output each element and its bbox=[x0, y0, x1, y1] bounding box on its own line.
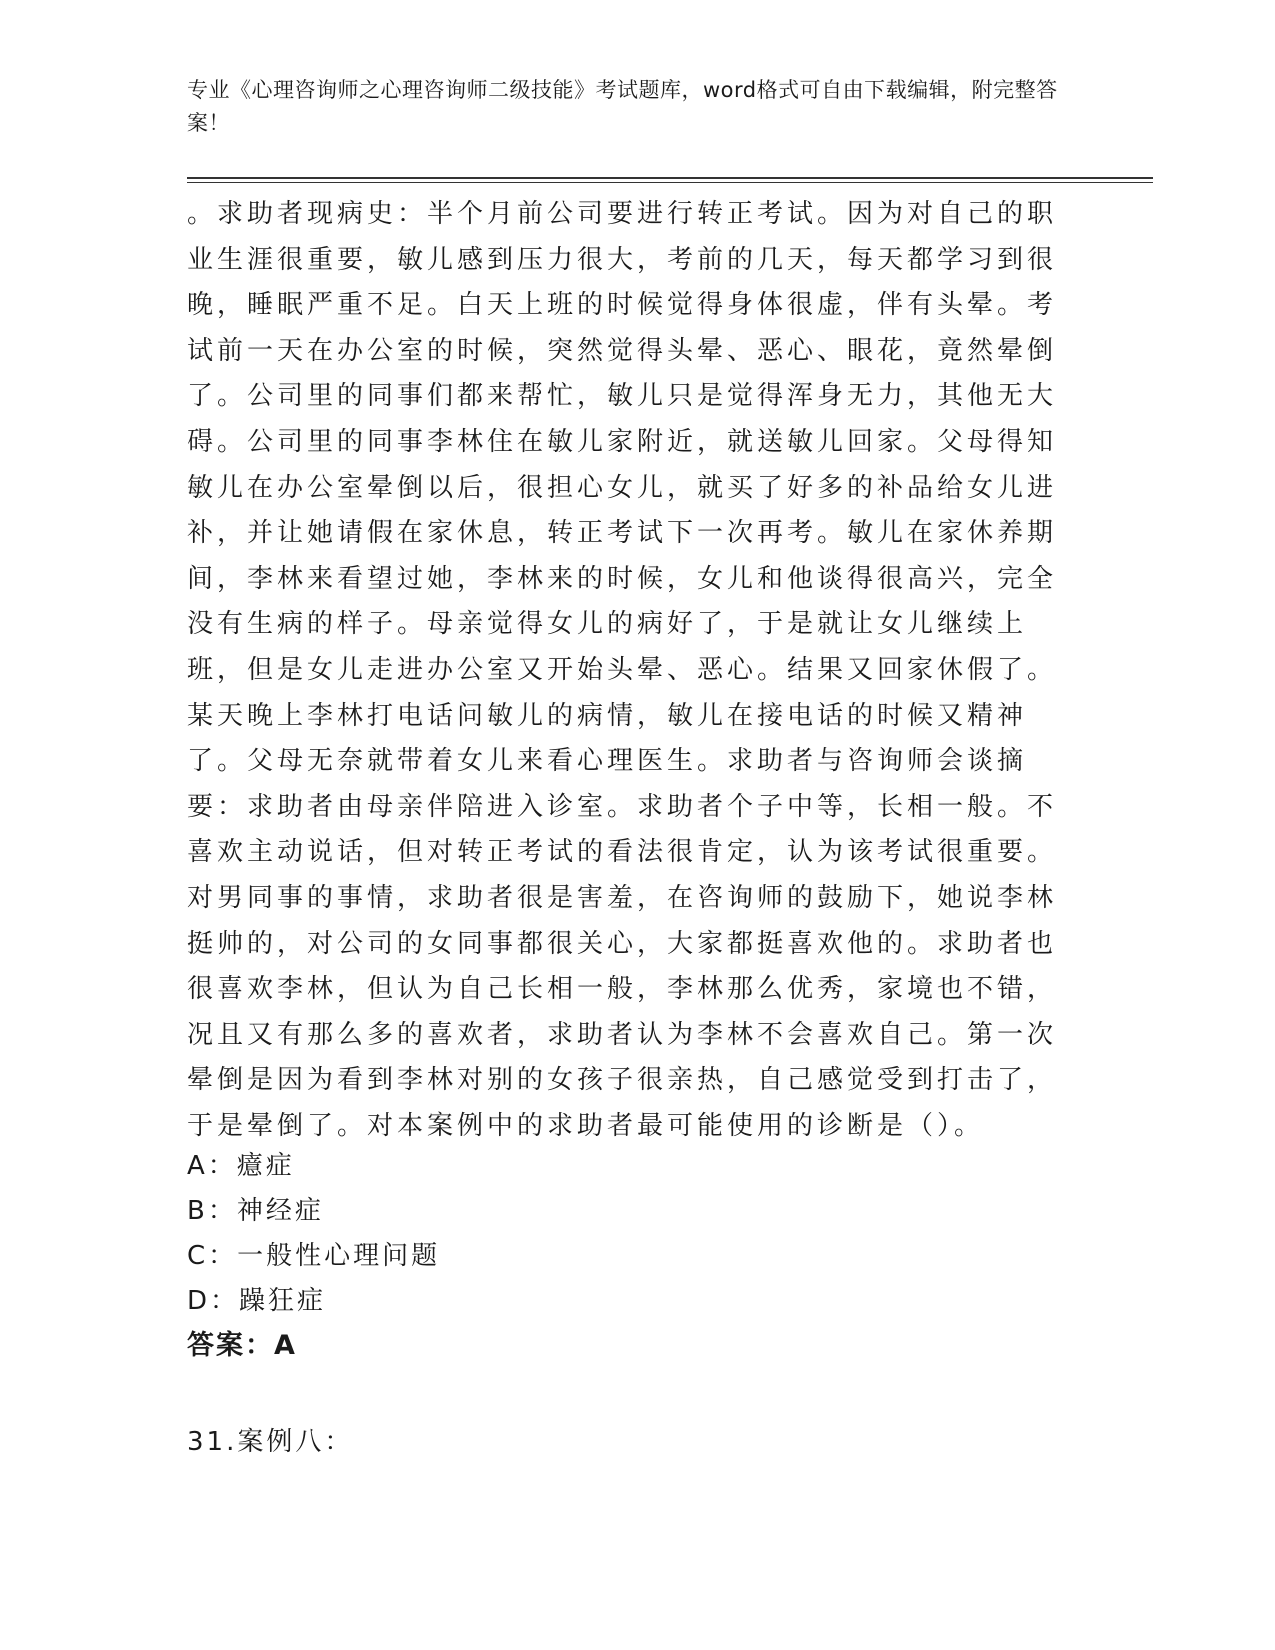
header-divider bbox=[187, 177, 1153, 179]
document-header: 专业《心理咨询师之心理咨询师二级技能》考试题库，word格式可自由下载编辑，附完整答案！ bbox=[187, 78, 1058, 135]
option-a: A：癔症 bbox=[187, 1151, 295, 1181]
option-d: D：躁狂症 bbox=[187, 1286, 327, 1316]
next-question-heading: 31.案例八： bbox=[187, 1427, 354, 1457]
option-b: B：神经症 bbox=[187, 1196, 324, 1226]
header-divider-thin bbox=[187, 182, 1153, 183]
answer-options bbox=[187, 1144, 1067, 1324]
option-c: C：一般性心理问题 bbox=[187, 1241, 441, 1271]
answer-key: 答案：A bbox=[187, 1330, 297, 1361]
question-text: 。求助者现病史：半个月前公司要进行转正考试。因为对自己的职业生涯很重要，敏儿感到压力很大，考前的几天，每天都学习到很晚，睡眠严重不足。白天上班的时候觉得身体很虚，伴有头晕。考试前一天在办公室的时候，突然觉得头晕、恶心、眼花，竟然晕倒了。公司里的同事们都来帮忙，敏儿只是觉得浑身无力，其他无大碍。公司里的同事李林住在敏儿家附近，就送敏儿回家。父母得知敏儿在办公室晕倒以后，很担心女儿，就买了好多的补品给女儿进补，并让她请假在家休息，转正考试下一次再考。敏儿在家休养期间，李林来看望过她，李林来的时候，女儿和他谈得很高兴，完全没有生病的样子。母亲觉得女儿的病好了，于是就让女儿继续上班，但是女儿走进办公室又开始头晕、恶心。结果又回家休假了。某天晚上李林打电话问敏儿的病情，敏儿在接电话的时候又精神了。父母无奈就带着女儿来看心理医生。求助者与咨询师会谈摘要：求助者由母亲伴陪进入诊室。求助者个子中等，长相一般。不喜欢主动说话，但对转正考试的看法很肯定，认为该考试很重要。对男同事的事情，求助者很是害羞，在咨询师的鼓励下，她说李林挺帅的，对公司的女同事都很关心，大家都挺喜欢他的。求助者也很喜欢李林，但认为自己长相一般，李林那么优秀，家境也不错，况且又有那么多的喜欢者，求助者认为李林不会喜欢自己。第一次晕倒是因为看到李林对别的女孩子很亲热，自己感觉受到打击了，于是晕倒了。对本案例中的求助者最可能使用的诊断是（）。 bbox=[187, 199, 1058, 1141]
